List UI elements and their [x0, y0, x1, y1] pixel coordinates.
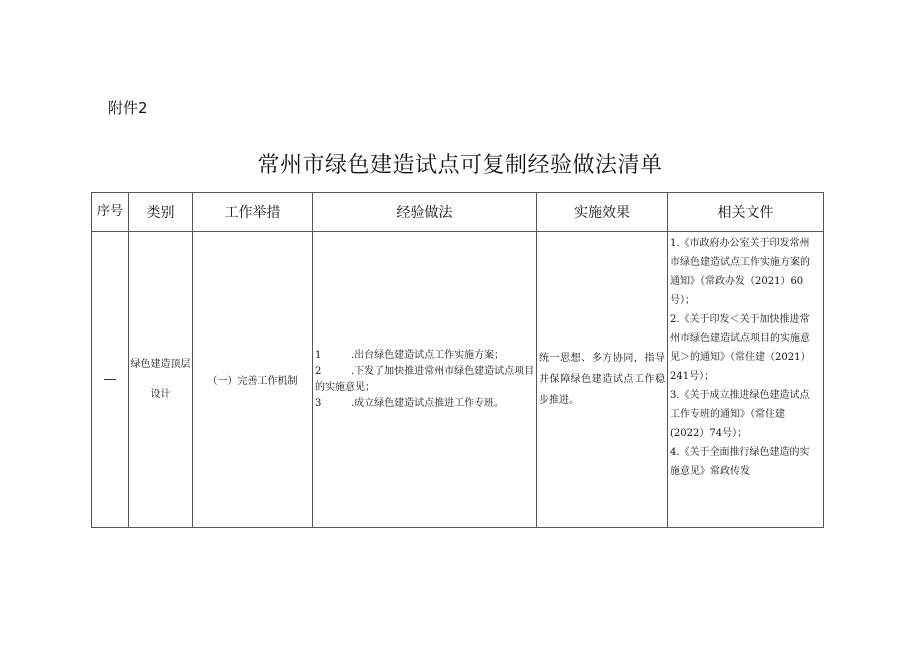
header-experience: 经验做法	[313, 193, 537, 232]
cell-experience	[313, 232, 537, 528]
header-measure: 工作举措	[193, 193, 313, 232]
experience-table	[91, 192, 824, 528]
experience-item: 2 .下发了加快推进常州市绿色建造试点项目的实施意见；	[315, 365, 535, 393]
header-documents: 相关文件	[668, 193, 824, 232]
attachment-label: 附件2	[108, 99, 148, 117]
header-effect: 实施效果	[537, 193, 668, 232]
cell-documents	[668, 232, 824, 528]
document-title: 常州市绿色建造试点可复制经验做法清单	[257, 153, 663, 178]
cell-measure: （一）完善工作机制	[193, 232, 313, 528]
document-item: 1.《市政府办公室关于印发常州市绿色建造试点工作实施方案的通知》（常政办发（2021）60号）；	[670, 238, 810, 306]
header-category: 类别	[129, 193, 193, 232]
document-item: 2.《关于印发＜关于加快推进常州市绿色建造试点项目的实施意见＞的通知》（常住建（2021）241号）；	[670, 314, 811, 382]
header-seq: 序号	[92, 193, 129, 232]
table-header-row	[92, 193, 824, 232]
experience-item: 3 .成立绿色建造试点推进工作专班。	[315, 397, 505, 409]
cell-seq: —	[92, 232, 129, 528]
experience-item: 1 .出台绿色建造试点工作实施方案；	[315, 349, 505, 361]
document-item: 4.《关于全面推行绿色建造的实施意见》常政传发	[670, 447, 810, 477]
cell-effect: 统一思想、多方协同，指导并保障绿色建造试点工作稳步推进。	[537, 232, 668, 528]
document-item: 3.《关于成立推进绿色建造试点工作专班的通知》（常住建(2022）74号）；	[670, 390, 810, 439]
cell-category: 绿色建造顶层设计	[129, 232, 193, 528]
table-row	[92, 232, 824, 528]
